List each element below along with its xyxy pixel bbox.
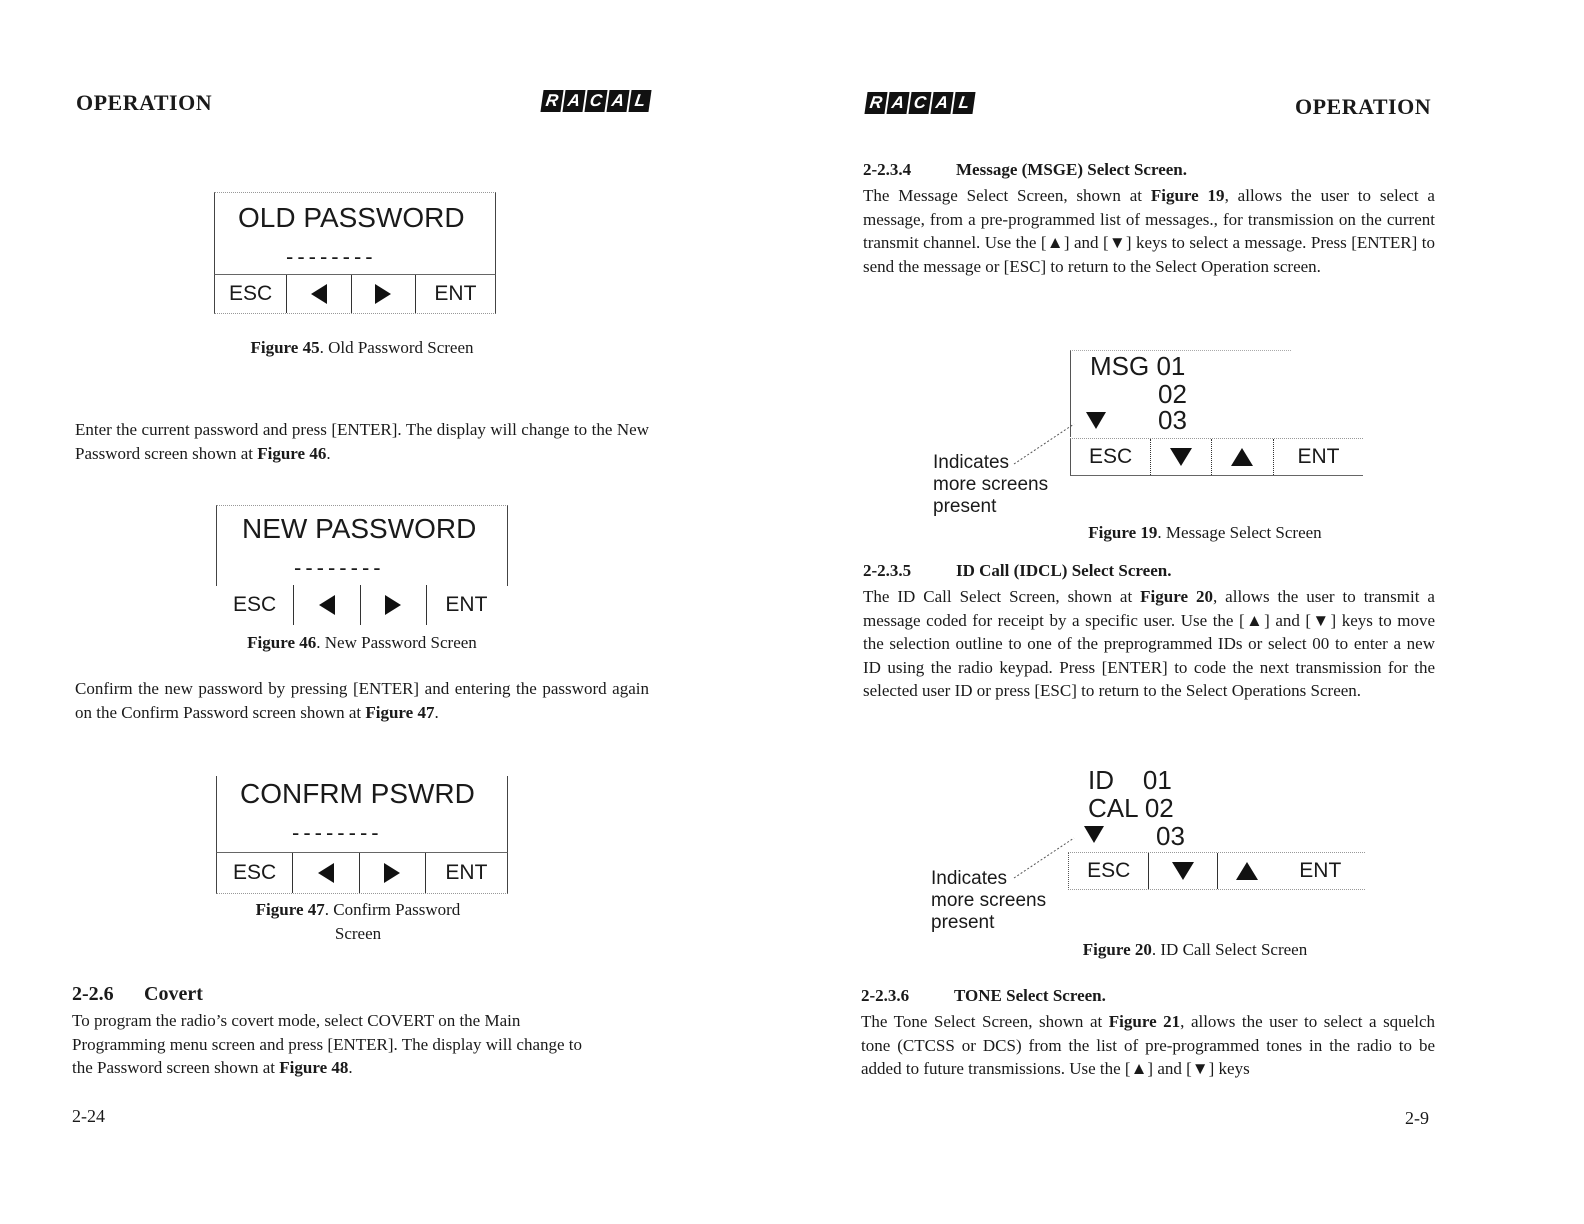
right-arrow-key: [352, 275, 416, 313]
figure-ref: Figure 46: [257, 443, 327, 463]
para-text: The Message Select Screen, shown at: [863, 186, 1151, 205]
annotation-line: more screens: [931, 890, 1047, 911]
up-key: [1218, 853, 1276, 889]
left-page-number: 2-24: [72, 1106, 105, 1126]
down-key: [1151, 439, 1211, 475]
para-text: , allows the user to select a squelch tone (CTCSS or DCS) from the list of pre-programmed tones in the radio to be added to future transmissions. Use the [: [861, 1012, 1435, 1078]
para-text: The Tone Select Screen, shown at: [861, 1012, 1109, 1031]
para-text: ] and [: [1063, 233, 1109, 252]
down-arrow-glyph: ▼: [1108, 233, 1126, 252]
logo-letter: A: [886, 92, 909, 114]
down-arrow-glyph: ▼: [1191, 1059, 1209, 1078]
up-key: [1212, 439, 1274, 475]
right-page-number: 2-9: [1405, 1108, 1429, 1128]
paragraph-tone: [861, 1010, 1435, 1081]
section-tone-heading: [861, 986, 1106, 1006]
caption-text: . Old Password Screen: [319, 338, 474, 357]
para-text: ] keys: [1208, 1059, 1250, 1078]
logo-letter: C: [584, 90, 607, 112]
more-screens-annotation: [933, 452, 1048, 518]
figure-19-caption: [1040, 523, 1370, 543]
section-number: 2-2.3.5: [863, 561, 912, 580]
para-text: ] keys to select a message. Press [ENTER] to send the message or [ESC] to return to the Select Operation screen.: [863, 233, 1436, 276]
softkey-bar: [216, 585, 506, 625]
para-text: Confirm the new password by pressing [ENTER] and entering the password again on the Confirm Password screen shown at: [75, 679, 649, 722]
msg-line-1: MSG 01: [1090, 351, 1186, 381]
down-arrow-icon: [1170, 448, 1192, 466]
old-password-screen: [214, 192, 496, 316]
left-arrow-key: [287, 275, 351, 313]
para-text: ] keys to move the selection outline to one of the preprogrammed IDs or select 00 to enter a new ID using the radio keypad. Press [ENTER] to code the next transmission for the selected user ID or press [ESC] to return to the Select Operations Screen.: [863, 610, 1436, 700]
paragraph-id-call: [863, 585, 1435, 703]
caption-text: . Message Select Screen: [1157, 523, 1322, 542]
id-line-1: ID 01: [1088, 765, 1172, 795]
softkey-bar: [214, 274, 496, 314]
up-arrow-icon: [1231, 448, 1253, 466]
esc-key: ESC: [217, 853, 293, 893]
paragraph-confirm: [75, 677, 649, 724]
right-arrow-icon: [375, 284, 391, 304]
section-title: Covert: [144, 983, 203, 1005]
ent-key: ENT: [445, 593, 488, 616]
more-screens-down-icon: [1086, 412, 1106, 429]
id-line-3: 03: [1156, 821, 1185, 851]
password-dashes: --------: [286, 244, 377, 269]
annotation-line: more screens: [933, 474, 1049, 495]
confirm-password-screen: [216, 776, 508, 894]
para-text: Enter the current password and press [ENTER]. The display will change to the New Password screen shown at: [75, 420, 649, 463]
softkey-bar: [216, 852, 508, 894]
section-title: ID Call (IDCL) Select Screen.: [956, 561, 1172, 580]
para-text: .: [434, 702, 439, 722]
down-key: [1149, 853, 1218, 889]
id-line-2: CAL 02: [1088, 793, 1174, 823]
up-arrow-glyph: ▲: [1244, 610, 1265, 630]
left-racal-logo: [542, 90, 650, 112]
right-arrow-key: [361, 585, 427, 625]
figure-45-caption: [200, 338, 524, 358]
esc-key: ESC: [1071, 439, 1151, 475]
figure-ref: Figure 19: [1150, 186, 1225, 205]
logo-letter: A: [606, 90, 629, 112]
section-message-heading: [863, 160, 1187, 180]
section-number: 2-2.6: [72, 983, 114, 1005]
left-arrow-key: [294, 585, 360, 625]
logo-letter: R: [864, 92, 887, 114]
figure-20-caption: [1030, 940, 1360, 960]
caption-number: Figure 45: [250, 338, 320, 357]
figure-46-caption: [200, 633, 524, 653]
figure-ref: Figure 21: [1108, 1012, 1181, 1031]
figure-ref: Figure 20: [1140, 587, 1213, 606]
section-number: 2-2.3.6: [861, 986, 910, 1005]
section-number: 2-2.3.4: [863, 160, 912, 179]
figure-47-caption: [196, 898, 520, 946]
para-text: , allows the user to select a message, from a pre-programmed list of messages., for transmission on the current transmit channel. Use the [: [863, 186, 1435, 252]
ent-key: ENT: [445, 861, 488, 884]
paragraph-enter-current: [75, 418, 649, 465]
ent-key: ENT: [1299, 859, 1342, 882]
msg-line-2: 02: [1158, 379, 1187, 409]
up-arrow-glyph: ▲: [1130, 1059, 1148, 1078]
more-screens-down-icon: [1084, 826, 1104, 843]
screen-title: OLD PASSWORD: [238, 202, 465, 233]
right-header-title: OPERATION: [1295, 94, 1432, 119]
annotation-line: Indicates: [931, 868, 1008, 889]
right-arrow-icon: [384, 863, 400, 883]
section-title: Message (MSGE) Select Screen.: [956, 160, 1188, 179]
para-text: ] and [: [1147, 1059, 1192, 1078]
section-title: TONE Select Screen.: [954, 986, 1106, 1005]
annotation-line: present: [933, 496, 997, 517]
caption-number: Figure 47: [255, 900, 325, 919]
annotation-line: Indicates: [933, 452, 1010, 473]
right-arrow-icon: [385, 595, 401, 615]
password-dashes: --------: [292, 820, 383, 845]
figure-ref: Figure 48: [279, 1058, 349, 1077]
left-arrow-icon: [319, 595, 335, 615]
up-arrow-glyph: ▲: [1046, 233, 1064, 252]
msg-line-3: 03: [1158, 405, 1187, 435]
caption-number: Figure 19: [1088, 523, 1158, 542]
up-arrow-icon: [1236, 862, 1258, 880]
paragraph-message: [863, 184, 1435, 278]
down-arrow-icon: [1172, 862, 1194, 880]
id-call-select-screen: [1068, 764, 1368, 890]
esc-key: ESC: [216, 585, 294, 625]
logo-letter: L: [628, 90, 651, 112]
section-covert-heading: [72, 983, 203, 1006]
password-dashes: --------: [294, 555, 385, 580]
para-text: ] and [: [1264, 610, 1312, 630]
more-screens-annotation: [931, 868, 1046, 934]
left-arrow-icon: [311, 284, 327, 304]
caption-number: Figure 46: [247, 633, 317, 652]
message-select-screen: [1070, 350, 1364, 474]
left-arrow-icon: [318, 863, 334, 883]
paragraph-covert: [72, 1009, 607, 1080]
right-racal-logo: [866, 92, 974, 114]
annotation-line: present: [931, 912, 995, 933]
softkey-bar: [1068, 852, 1365, 890]
para-text: The ID Call Select Screen, shown at: [863, 587, 1141, 606]
screen-title: NEW PASSWORD: [242, 513, 477, 544]
logo-letter: A: [930, 92, 953, 114]
para-text: , allows the user to transmit a message coded for receipt by a specific user. Use the [: [863, 587, 1435, 630]
logo-letter: C: [908, 92, 931, 114]
left-arrow-key: [293, 853, 359, 893]
caption-number: Figure 20: [1082, 940, 1152, 959]
esc-key: ESC: [1069, 853, 1149, 889]
new-password-screen: [216, 505, 508, 627]
logo-letter: L: [952, 92, 975, 114]
esc-key: ESC: [215, 275, 287, 313]
caption-text-line2: Screen: [334, 924, 382, 943]
logo-letter: R: [540, 90, 563, 112]
right-arrow-key: [360, 853, 426, 893]
left-header-title: OPERATION: [76, 90, 213, 115]
para-text: .: [326, 443, 331, 463]
caption-text: . Confirm Password: [324, 900, 461, 919]
caption-text: . New Password Screen: [316, 633, 477, 652]
screen-title: CONFRM PSWRD: [240, 778, 475, 809]
figure-ref: Figure 47: [365, 702, 435, 722]
caption-text: . ID Call Select Screen: [1151, 940, 1308, 959]
down-arrow-glyph: ▼: [1311, 610, 1331, 630]
para-text: .: [348, 1058, 353, 1077]
logo-letter: A: [562, 90, 585, 112]
softkey-bar: [1070, 438, 1363, 476]
ent-key: ENT: [1297, 445, 1340, 468]
ent-key: ENT: [434, 282, 477, 305]
section-id-call-heading: [863, 561, 1171, 581]
para-text: To program the radio’s covert mode, select COVERT on the Main Programming menu screen and press [ENTER]. The display will change to the Password screen shown at: [72, 1011, 583, 1077]
